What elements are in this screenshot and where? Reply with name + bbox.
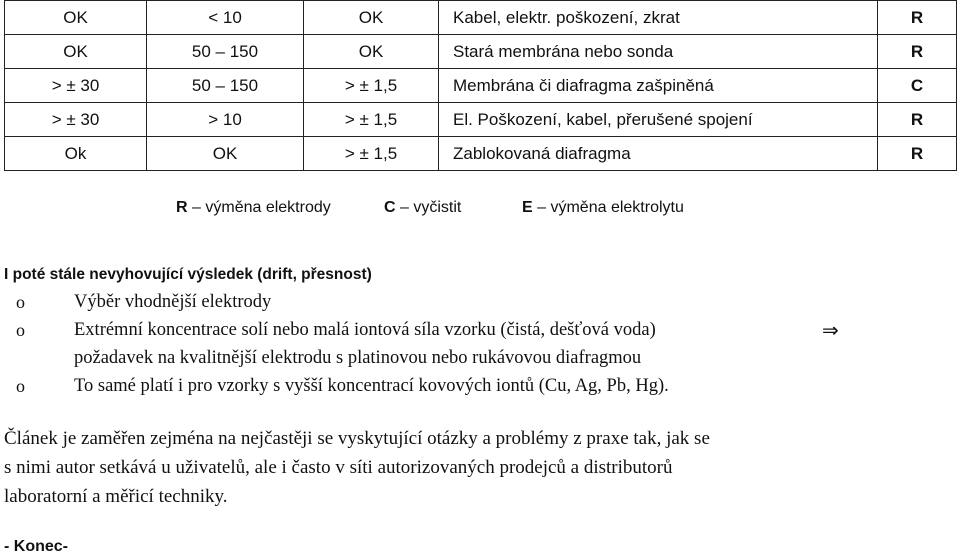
table-row [5,137,957,171]
cell-reading-3: > ± 1,5 [304,69,439,103]
table-row [5,35,957,69]
cell-reading-2: < 10 [147,1,304,35]
legend-r [176,199,331,217]
legend-c-key: C [384,199,396,216]
cell-reading-2: > 10 [147,103,304,137]
cell-reading-1: OK [5,1,147,35]
list-item-continuation: požadavek na kvalitnější elektrodu s platinovou nebo rukávovou diafragmou [74,348,642,368]
paragraph-line: Článek je zaměřen zejména na nejčastěji se vyskytující otázky a problémy z praxe tak, jak se [4,428,710,449]
cell-remedy: R [878,137,957,171]
cell-reading-1: Ok [5,137,147,171]
legend-c [384,199,461,217]
cell-remedy: R [878,103,957,137]
cell-reading-3: OK [304,1,439,35]
cell-cause: Stará membrána nebo sonda [439,35,878,69]
cell-reading-1: > ± 30 [5,69,147,103]
table-row [5,1,957,35]
cell-cause: Zablokovaná diafragma [439,137,878,171]
legend-c-text: – vyčistit [400,199,462,216]
table-row [5,103,957,137]
paragraph-line: s nimi autor setkává u uživatelů, ale i často v síti autorizovaných prodejců a distributorů [4,457,673,478]
legend-e-key: E [522,199,533,216]
legend-e [522,199,684,217]
cell-remedy: R [878,1,957,35]
cell-reading-1: > ± 30 [5,103,147,137]
bullet-marker: o [16,376,25,396]
cell-reading-3: OK [304,35,439,69]
legend-r-key: R [176,199,188,216]
implies-arrow-icon: ⇒ [822,318,839,342]
end-mark: - Konec- [4,538,68,555]
cell-reading-2: OK [147,137,304,171]
cell-remedy: R [878,35,957,69]
list-item: Extrémní koncentrace solí nebo malá iontová síla vzorku (čistá, dešťová voda) [74,320,656,340]
cell-reading-3: > ± 1,5 [304,137,439,171]
bullet-marker: o [16,292,25,312]
cell-reading-3: > ± 1,5 [304,103,439,137]
cell-remedy: C [878,69,957,103]
diagnostic-table [4,0,957,171]
list-item: Výběr vhodnější elektrody [74,292,272,312]
cell-reading-2: 50 – 150 [147,35,304,69]
cell-reading-2: 50 – 150 [147,69,304,103]
cell-cause: Membrána či diafragma zašpiněná [439,69,878,103]
cell-cause: Kabel, elektr. poškození, zkrat [439,1,878,35]
cell-reading-1: OK [5,35,147,69]
list-item: To samé platí i pro vzorky s vyšší koncentrací kovových iontů (Cu, Ag, Pb, Hg). [74,376,669,396]
bullet-marker: o [16,320,25,340]
cell-cause: El. Poškození, kabel, přerušené spojení [439,103,878,137]
legend-r-text: – výměna elektrody [192,199,331,216]
legend-e-text: – výměna elektrolytu [537,199,684,216]
paragraph-line: laboratorní a měřicí techniky. [4,486,228,507]
section-heading: I poté stále nevyhovující výsledek (drift, přesnost) [4,266,372,283]
table-row [5,69,957,103]
